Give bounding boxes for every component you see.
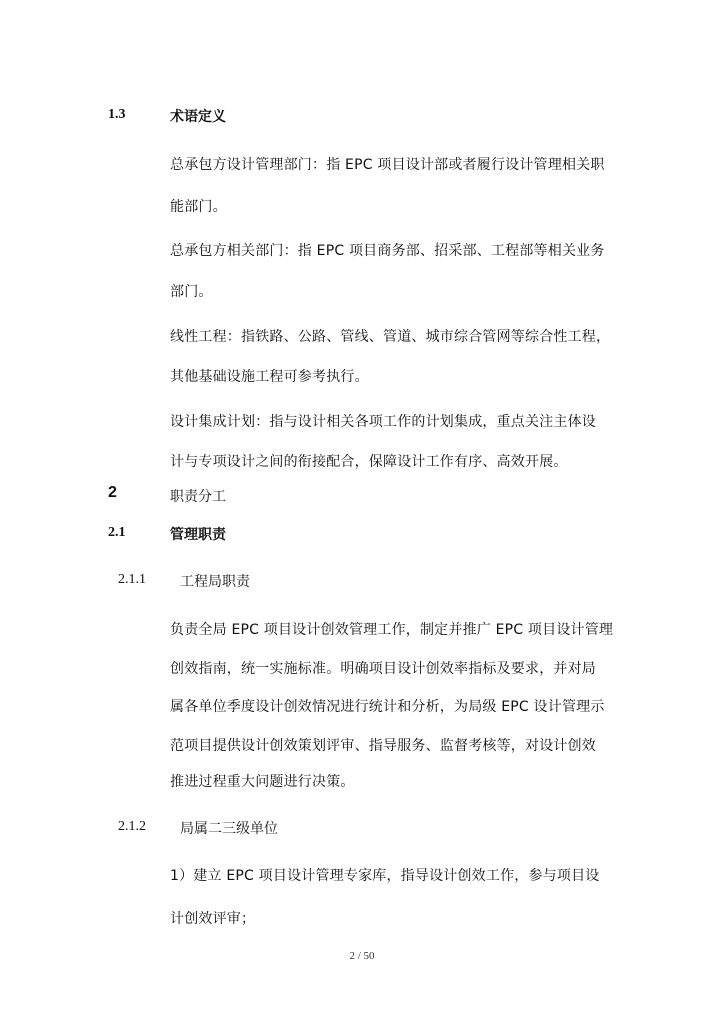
definition-line: 部门。	[170, 284, 213, 300]
paragraph-line: 计创效评审；	[170, 911, 256, 927]
section-2-title: 职责分工	[170, 489, 226, 505]
definition-line: 总承包方设计管理部门：指 EPC 项目设计部或者履行设计管理相关职	[170, 157, 605, 173]
section-2-1-1-number: 2.1.1	[118, 572, 146, 587]
section-2-1-2-number: 2.1.2	[118, 819, 146, 834]
section-2-1-title: 管理职责	[170, 527, 226, 543]
definition-line: 其他基础设施工程可参考执行。	[170, 369, 369, 385]
paragraph-line: 1）建立 EPC 项目设计管理专家库，指导设计创效工作，参与项目设	[170, 868, 600, 884]
paragraph-line: 范项目提供设计创效策划评审、指导服务、监督考核等，对设计创效	[170, 738, 596, 754]
paragraph-line: 属各单位季度设计创效情况进行统计和分析，为局级 EPC 设计管理示	[170, 699, 605, 715]
section-2-number: 2	[108, 484, 117, 501]
section-2-1-1-title: 工程局职责	[180, 574, 250, 590]
paragraph-line: 负责全局 EPC 项目设计创效管理工作，制定并推广 EPC 项目设计管理	[170, 622, 614, 638]
section-2-1-number: 2.1	[108, 525, 126, 540]
section-1-3-title: 术语定义	[170, 109, 226, 125]
paragraph-line: 创效指南，统一实施标准。明确项目设计创效率指标及要求，并对局	[170, 661, 596, 677]
definition-line: 设计集成计划：指与设计相关各项工作的计划集成，重点关注主体设	[170, 414, 596, 430]
page-number: 2 / 50	[349, 950, 375, 962]
paragraph-line: 推进过程重大问题进行决策。	[170, 774, 355, 790]
definition-line: 计与专项设计之间的衔接配合，保障设计工作有序、高效开展。	[170, 454, 568, 470]
definition-line: 能部门。	[170, 199, 227, 215]
definition-line: 总承包方相关部门：指 EPC 项目商务部、招采部、工程部等相关业务	[170, 243, 605, 259]
section-1-3-number: 1.3	[108, 107, 126, 122]
definition-line: 线性工程：指铁路、公路、管线、管道、城市综合管网等综合性工程，	[170, 329, 611, 345]
section-2-1-2-title: 局属二三级单位	[180, 821, 278, 837]
